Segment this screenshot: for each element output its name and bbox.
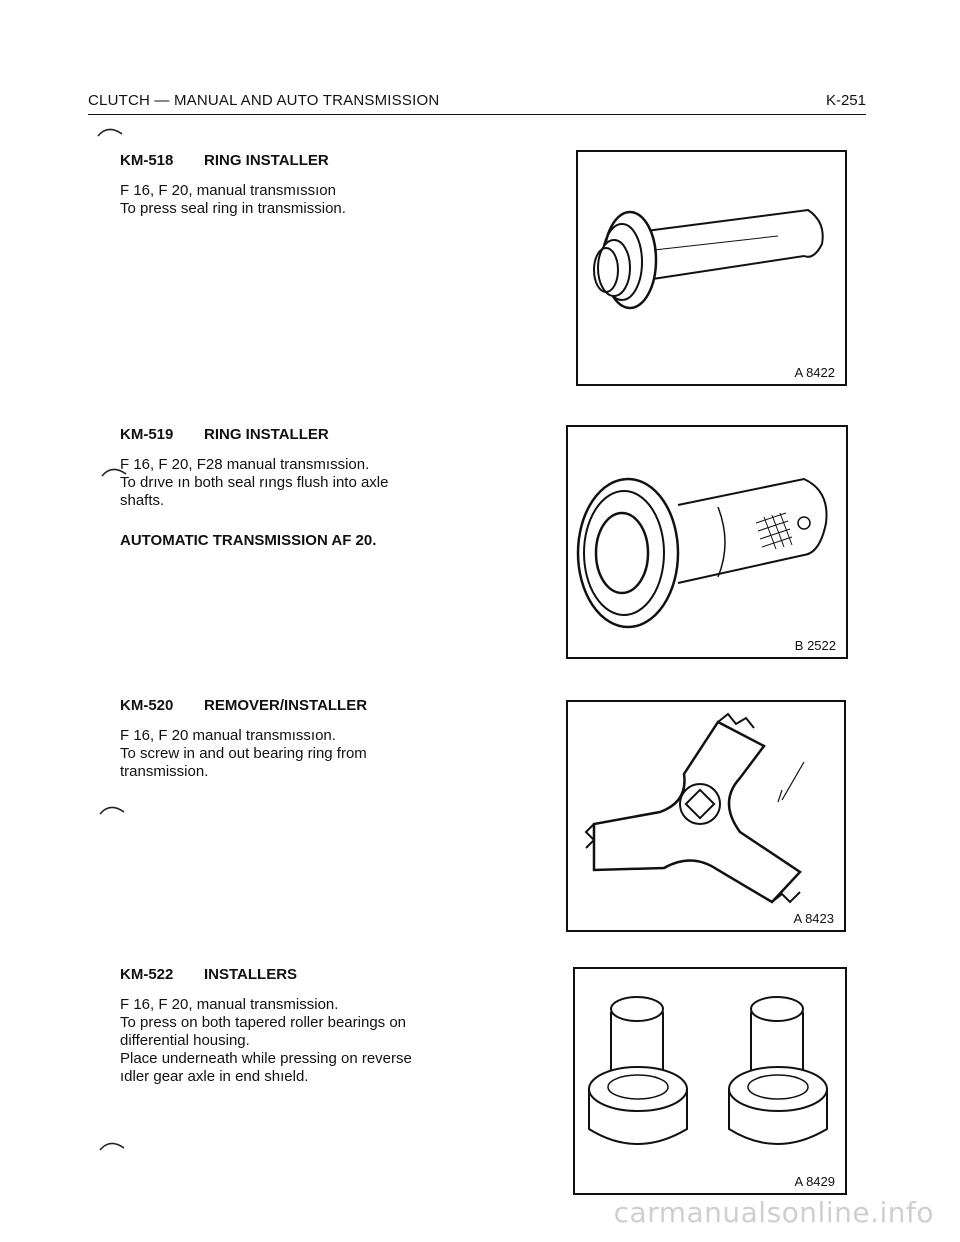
description-line: F 16, F 20, manual transmıssıon <box>120 182 336 199</box>
description-line: shafts. <box>120 492 165 509</box>
tool-section <box>120 697 540 781</box>
page-title: CLUTCH — MANUAL AND AUTO TRANSMISSION <box>88 92 440 109</box>
tool-heading <box>120 152 540 174</box>
description-line: differential housing. <box>120 1032 250 1049</box>
watermark: carmanualsonline.info <box>613 1196 934 1229</box>
margin-mark <box>98 1138 128 1154</box>
margin-mark <box>98 802 128 818</box>
tool-code: KM-518 <box>120 152 174 169</box>
tool-name: INSTALLERS <box>204 966 298 983</box>
tool-code: KM-522 <box>120 966 174 983</box>
tool-figure <box>576 150 847 386</box>
seal-drift-tool-drawing <box>568 427 846 657</box>
tool-section <box>120 966 540 1086</box>
figure-label: B 2522 <box>794 638 836 653</box>
description-line: F 16, F 20 manual transmıssıon. <box>120 727 336 744</box>
description-line: To screw in and out bearing ring from <box>120 745 367 762</box>
three-arm-wrench-drawing <box>568 702 844 930</box>
tool-code: KM-520 <box>120 697 174 714</box>
description-line: To press seal ring in transmission. <box>120 200 346 217</box>
tool-code: KM-519 <box>120 426 174 443</box>
tool-heading <box>120 966 540 988</box>
description-line: To press on both tapered roller bearings on <box>120 1014 407 1031</box>
tool-section <box>120 426 540 549</box>
figure-label: A 8423 <box>793 911 834 926</box>
tool-name: RING INSTALLER <box>204 152 329 169</box>
tool-heading <box>120 426 540 448</box>
description-line: F 16, F 20, F28 manual transmıssion. <box>120 456 370 473</box>
tool-description <box>120 727 540 781</box>
tool-name: REMOVER/INSTALLER <box>204 697 368 714</box>
bearing-installers-pair-drawing <box>575 969 845 1193</box>
figure-label: A 8422 <box>794 365 835 380</box>
ring-installer-tool-drawing <box>578 152 845 384</box>
description-line: Place underneath while pressing on reverse <box>120 1050 412 1067</box>
figure-label: A 8429 <box>794 1174 835 1189</box>
tool-description <box>120 182 540 218</box>
tool-heading <box>120 697 540 719</box>
tool-name: RING INSTALLER <box>204 426 329 443</box>
description-line: transmission. <box>120 763 209 780</box>
page-header <box>88 92 866 115</box>
section-subheading: AUTOMATIC TRANSMISSION AF 20. <box>120 532 377 549</box>
description-line: F 16, F 20, manual transmission. <box>120 996 339 1013</box>
description-line: ıdler gear axle in end shıeld. <box>120 1068 309 1085</box>
page-number: K-251 <box>825 92 866 109</box>
tool-figure <box>566 700 846 932</box>
tool-section <box>120 152 540 218</box>
tool-figure <box>573 967 847 1195</box>
tool-description <box>120 996 540 1086</box>
description-line: To drıve ın both seal rıngs flush into axle <box>120 474 389 491</box>
margin-mark <box>96 124 126 140</box>
tool-description <box>120 456 540 510</box>
tool-figure <box>566 425 848 659</box>
